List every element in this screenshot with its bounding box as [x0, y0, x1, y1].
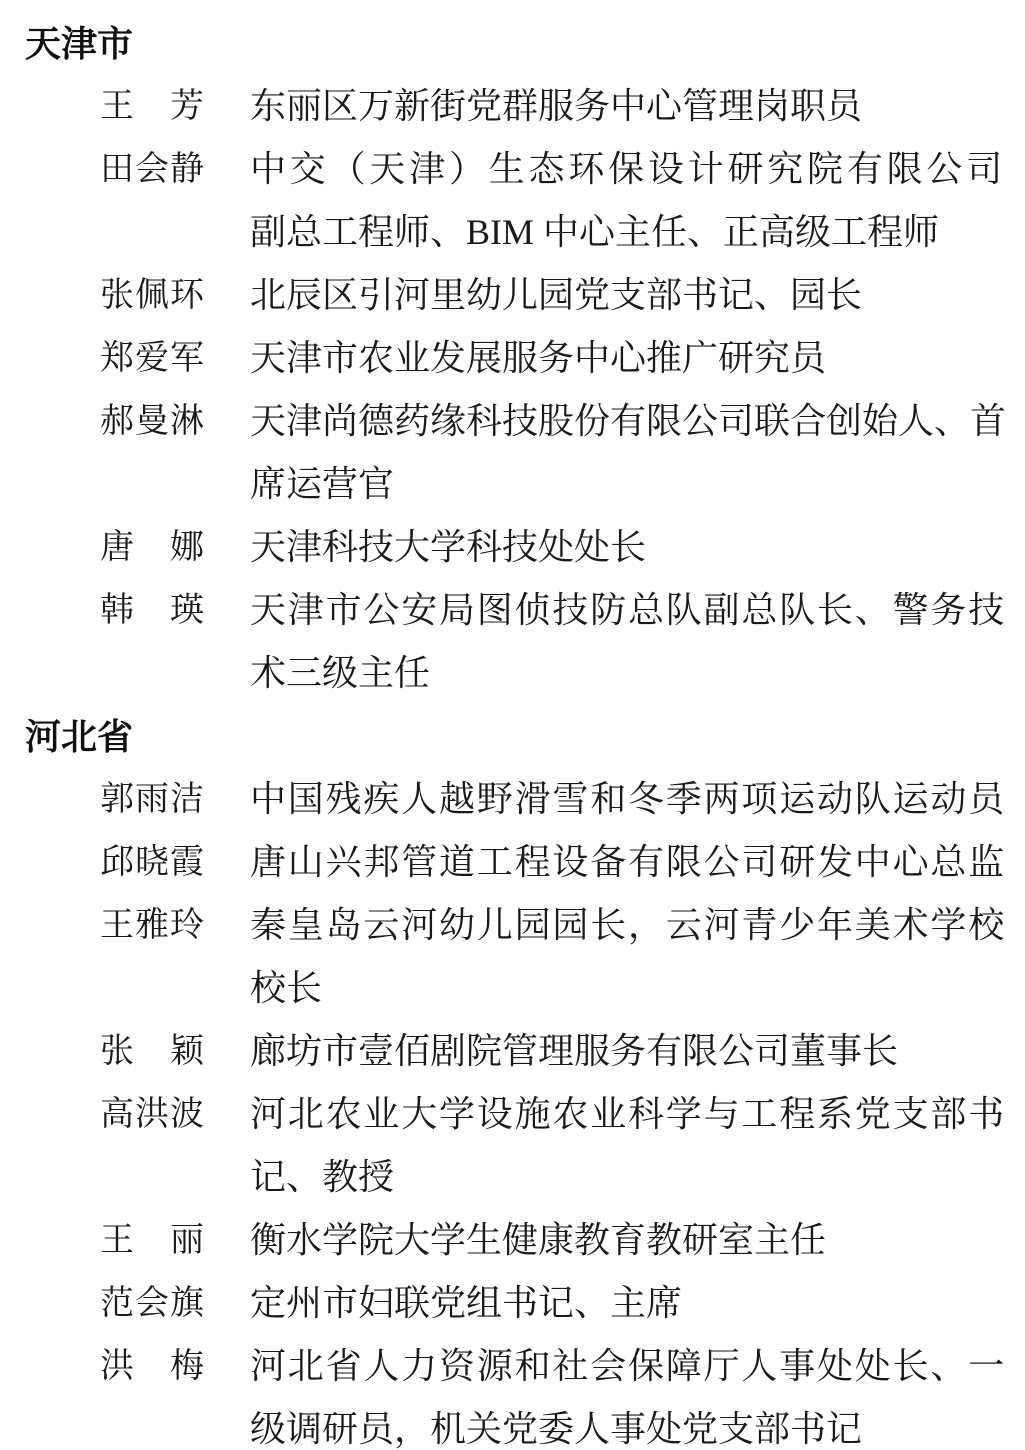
name-char: 邱	[100, 844, 134, 881]
name-char: 张	[100, 277, 134, 314]
entry-description-line: 天津市公安局图侦技防总队副总队长、警务技	[250, 590, 1007, 630]
entry-description	[250, 516, 1006, 579]
name-char: 旗	[170, 1285, 204, 1322]
entry-description-line: 校长	[250, 968, 323, 1008]
entry-description-line: 衡水学院大学生健康教育教研室主任	[250, 1220, 827, 1260]
name-char: 环	[170, 277, 204, 314]
entry-description-line: 秦皇岛云河幼儿园园长，云河青少年美术学校	[250, 905, 1007, 945]
name-char: 芳	[170, 88, 204, 125]
entry-description-line: 中国残疾人越野滑雪和冬季两项运动队运动员	[250, 779, 1007, 819]
entry-description-line: 河北省人力资源和社会保障厅人事处处长、一	[250, 1346, 1007, 1386]
entry-description-line: 唐山兴邦管道工程设备有限公司研发中心总监	[250, 842, 1007, 882]
name-char: 会	[135, 1285, 169, 1322]
entry-description	[250, 1209, 1006, 1272]
name-char: 王	[100, 1222, 134, 1259]
name-char: 曼	[135, 403, 169, 440]
name-char: 佩	[135, 277, 169, 314]
entry-row	[0, 1272, 1025, 1335]
entry-name	[100, 138, 204, 201]
entry-description	[250, 894, 1006, 1020]
name-char: 静	[170, 151, 204, 188]
name-char: 军	[170, 340, 204, 377]
entry-row	[0, 1083, 1025, 1209]
entry-description	[250, 768, 1006, 831]
entry-description	[250, 1272, 1006, 1335]
entry-description-line: 天津科技大学科技处处长	[250, 527, 647, 567]
entry-row	[0, 1209, 1025, 1272]
entry-description	[250, 327, 1006, 390]
entry-row	[0, 75, 1025, 138]
entry-name	[100, 768, 204, 831]
name-char: 韩	[100, 592, 134, 629]
entry-description	[250, 138, 1006, 264]
entry-description-line: 级调研员，机关党委人事处党支部书记	[250, 1409, 863, 1449]
entry-row	[0, 516, 1025, 579]
entry-description	[250, 831, 1006, 894]
name-char: 郭	[100, 781, 134, 818]
name-char: 淋	[170, 403, 204, 440]
name-char: 范	[100, 1285, 134, 1322]
entry-name	[100, 1020, 204, 1083]
entry-name	[100, 579, 204, 642]
entry-description	[250, 75, 1006, 138]
name-char: 霞	[170, 844, 204, 881]
entry-name	[100, 390, 204, 453]
name-char: 洪	[135, 1096, 169, 1133]
entry-description-line: 术三级主任	[250, 653, 431, 693]
entry-row	[0, 390, 1025, 516]
entry-row	[0, 264, 1025, 327]
name-char: 洁	[170, 781, 204, 818]
entry-description-line: 定州市妇联党组书记、主席	[250, 1283, 683, 1323]
name-char: 洪	[100, 1348, 134, 1385]
name-char: 雅	[135, 907, 169, 944]
entry-description	[250, 390, 1006, 516]
name-char: 王	[100, 88, 134, 125]
name-char: 娜	[170, 529, 204, 566]
entry-row	[0, 831, 1025, 894]
entry-description-line: 记、教授	[250, 1157, 395, 1197]
entry-row	[0, 768, 1025, 831]
name-char: 爱	[135, 340, 169, 377]
entry-description	[250, 264, 1006, 327]
entry-name	[100, 831, 204, 894]
name-char: 张	[100, 1033, 134, 1070]
entry-description	[250, 1020, 1006, 1083]
entry-description	[250, 1335, 1006, 1450]
name-char: 丽	[170, 1222, 204, 1259]
entry-name	[100, 516, 204, 579]
entry-description-line: 东丽区万新街党群服务中心管理岗职员	[250, 86, 863, 126]
name-char: 田	[100, 151, 134, 188]
name-char: 雨	[135, 781, 169, 818]
entry-name	[100, 1335, 204, 1398]
entry-row	[0, 1020, 1025, 1083]
entry-description-line: 北辰区引河里幼儿园党支部书记、园长	[250, 275, 863, 315]
name-char: 会	[135, 151, 169, 188]
name-char: 晓	[135, 844, 169, 881]
name-list-content	[0, 12, 1025, 1450]
entry-description-line: 席运营官	[250, 464, 395, 504]
entry-name	[100, 1083, 204, 1146]
entry-name	[100, 1272, 204, 1335]
entry-row	[0, 579, 1025, 705]
entry-name	[100, 75, 204, 138]
entry-row	[0, 1335, 1025, 1450]
entry-name	[100, 894, 204, 957]
entry-name	[100, 327, 204, 390]
section-heading: 天津市	[25, 23, 134, 64]
name-char: 瑛	[170, 592, 204, 629]
entry-name	[100, 264, 204, 327]
name-char: 玲	[170, 907, 204, 944]
name-char: 王	[100, 907, 134, 944]
entry-row	[0, 327, 1025, 390]
entry-description-line: 河北农业大学设施农业科学与工程系党支部书	[250, 1094, 1007, 1134]
name-char: 颖	[170, 1033, 204, 1070]
section-heading: 河北省	[25, 716, 134, 757]
entry-description-line: 副总工程师、BIM 中心主任、正高级工程师	[250, 212, 940, 252]
entry-row	[0, 138, 1025, 264]
entry-name	[100, 1209, 204, 1272]
entry-description-line: 廊坊市壹佰剧院管理服务有限公司董事长	[250, 1031, 899, 1071]
name-char: 梅	[170, 1348, 204, 1385]
entry-row	[0, 894, 1025, 1020]
entry-description	[250, 1083, 1006, 1209]
name-char: 郝	[100, 403, 134, 440]
name-char: 郑	[100, 340, 134, 377]
entry-description	[250, 579, 1006, 705]
entry-description-line: 中交（天津）生态环保设计研究院有限公司	[250, 149, 1007, 189]
entry-description-line: 天津尚德药缘科技股份有限公司联合创始人、首	[250, 401, 1007, 441]
entry-description-line: 天津市农业发展服务中心推广研究员	[250, 338, 827, 378]
name-char: 高	[100, 1096, 134, 1133]
name-char: 波	[170, 1096, 204, 1133]
name-char: 唐	[100, 529, 134, 566]
